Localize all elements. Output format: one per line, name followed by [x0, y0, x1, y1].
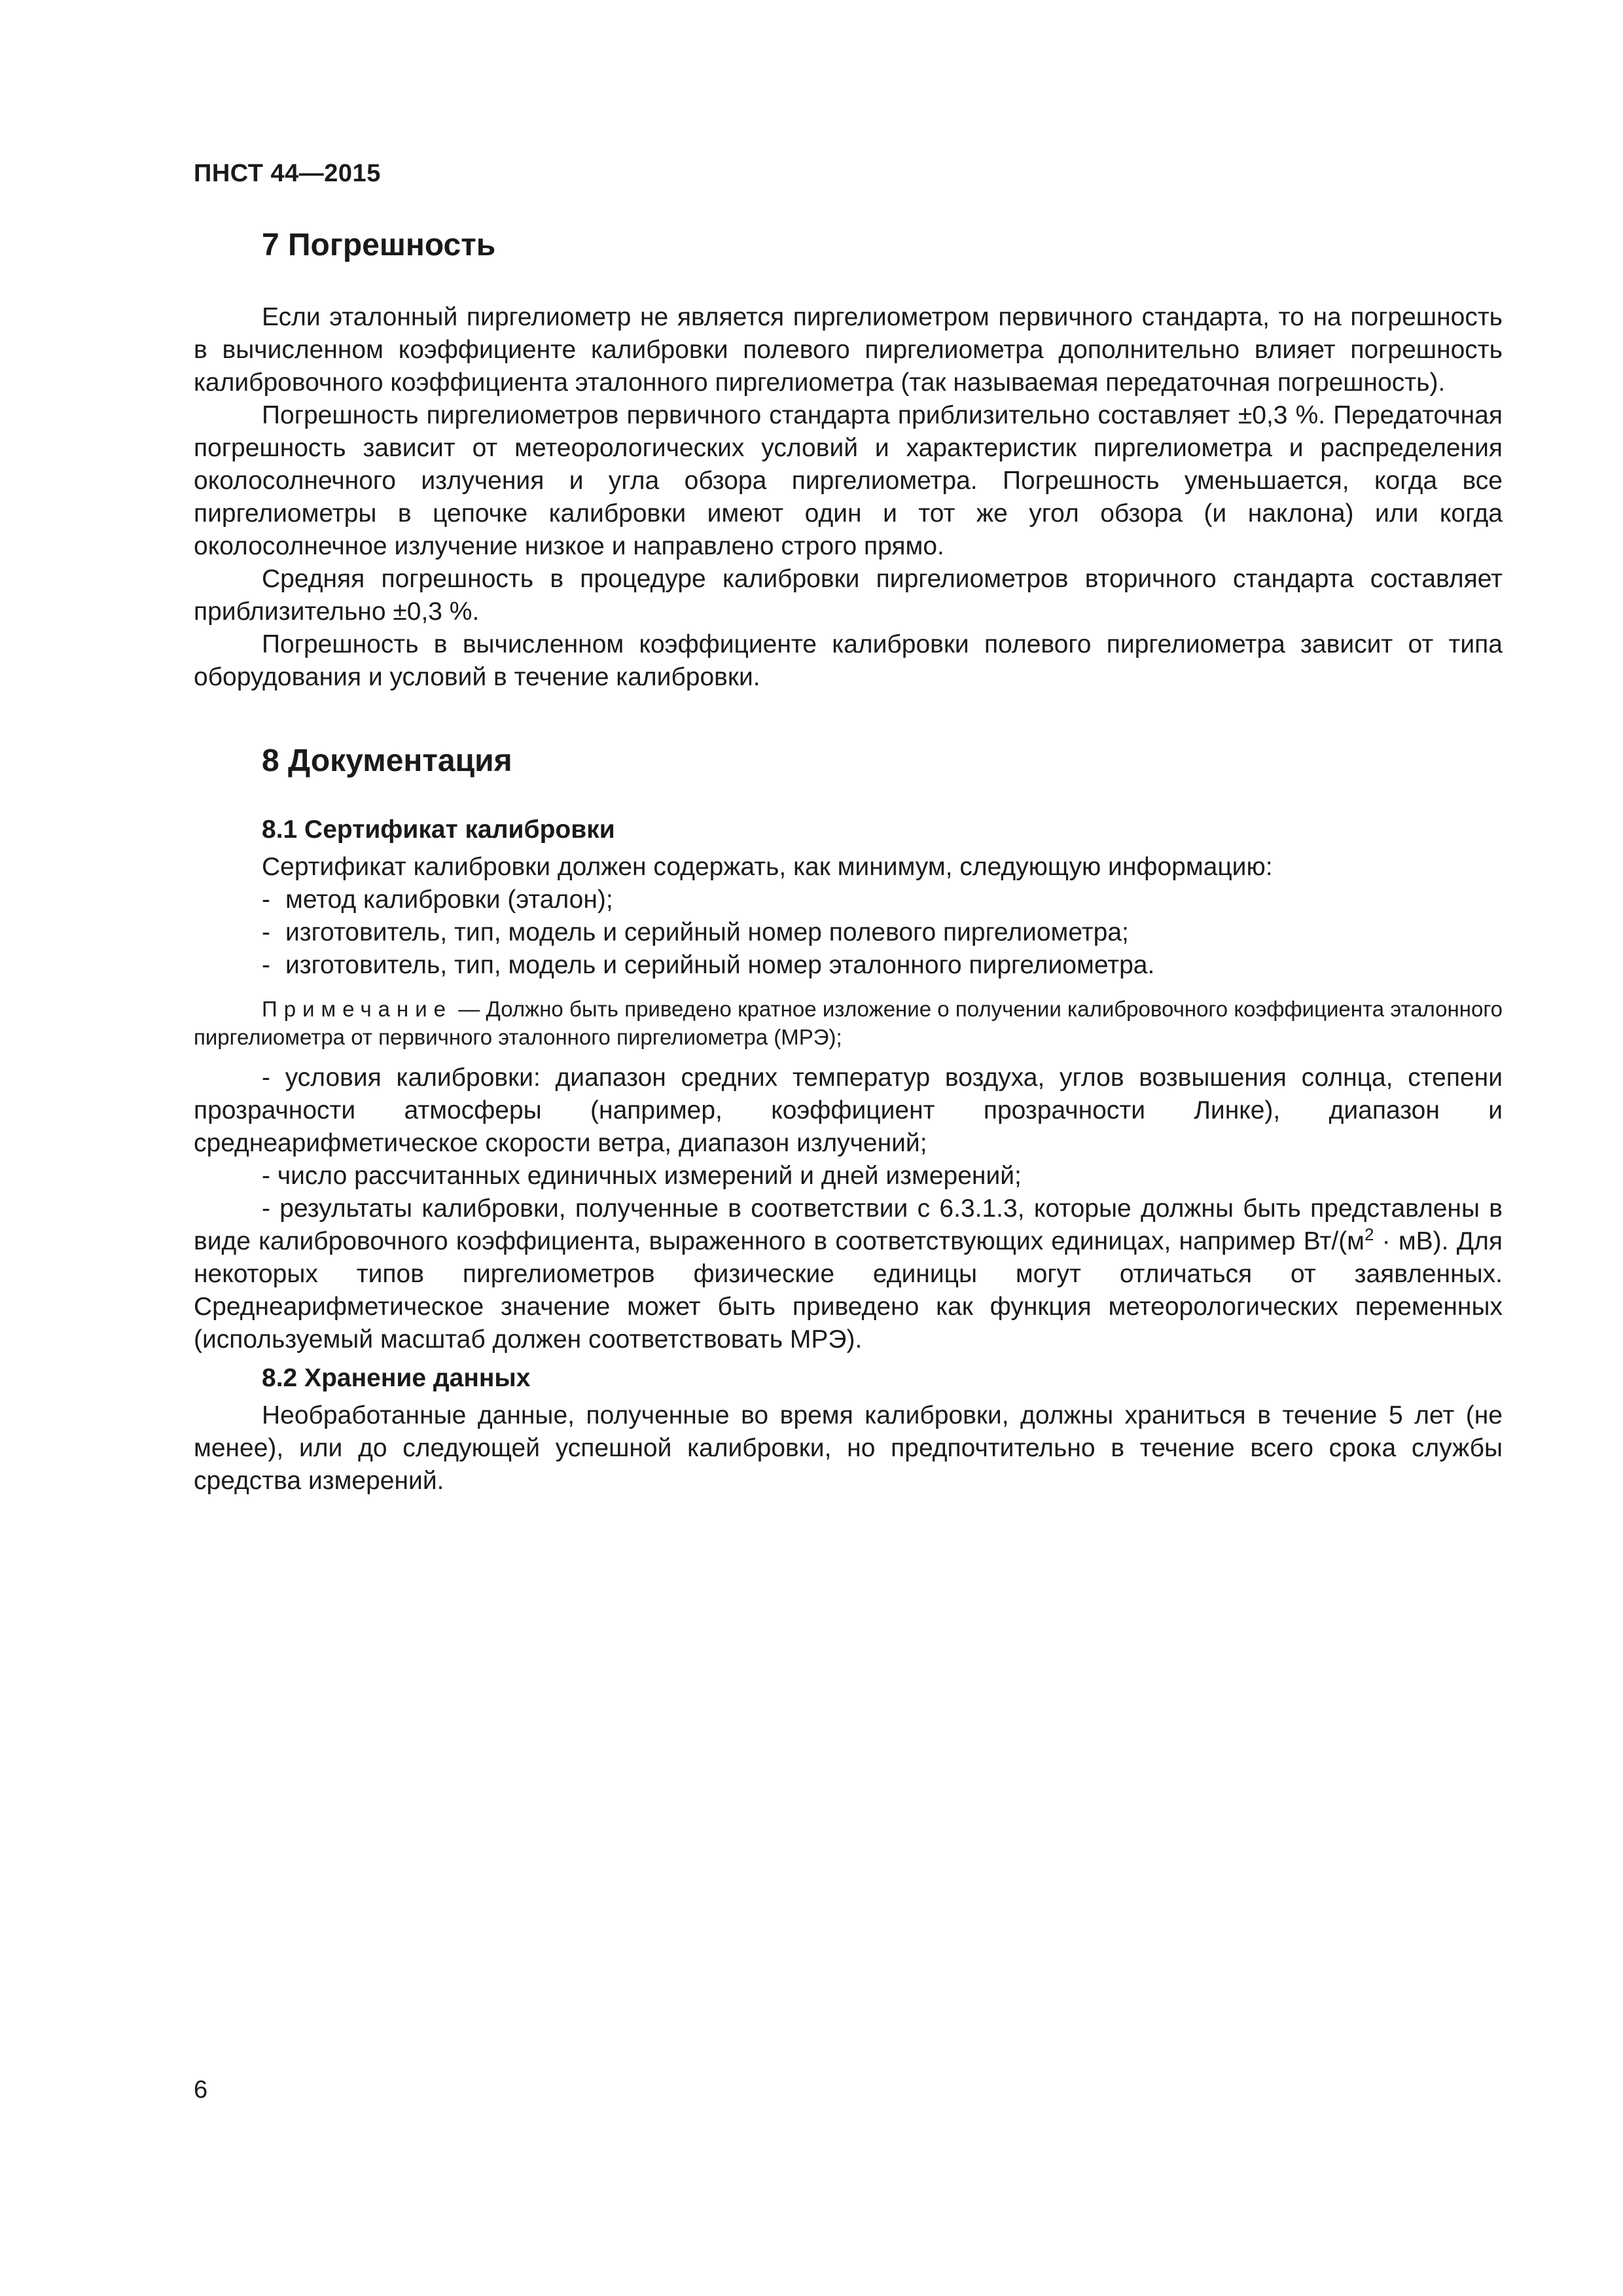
page-number: 6	[194, 2076, 208, 2104]
superscript: 2	[1364, 1225, 1374, 1244]
list-item: - изготовитель, тип, модель и серийный номер полевого пиргелиометра;	[262, 918, 1129, 946]
note	[194, 995, 1503, 1051]
list-item-text: изготовитель, тип, модель и серийный номер эталонного пиргелиометра.	[285, 951, 1155, 979]
section-7-body	[194, 301, 1503, 694]
document-code: ПНСТ 44—2015	[194, 160, 381, 187]
results-text: - результаты калибровки, полученные в соответствии с 6.3.1.3, которые должны быть представлены в виде калибровочного коэффициента, выраженного в соответствующих единицах, например Вт/(м	[194, 1194, 1503, 1255]
measurements-item: - число рассчитанных единичных измерений и дней измерений;	[262, 1162, 1022, 1190]
list-item: - изготовитель, тип, модель и серийный номер эталонного пиргелиометра.	[262, 951, 1155, 979]
section-8-1-title: 8.1 Сертификат калибровки	[262, 816, 615, 844]
list-item: - метод калибровки (эталон);	[262, 886, 613, 914]
section-7-paragraph: Погрешность пиргелиометров первичного стандарта приблизительно составляет ±0,3 %. Передаточная погрешность зависит от метеорологических условий и характеристик пиргелиометра и распределения околосолнечного излучения и угла обзора пиргелиометра. Погрешность уменьшается, когда все пиргелиометры в цепочке калибровки имеют один и тот же угол обзора (и наклона) или когда околосолнечное излучение низкое и направлено строго прямо.	[194, 401, 1503, 560]
results-item	[194, 1193, 1503, 1356]
section-8-title: 8 Документация	[262, 744, 512, 778]
conditions-item: - условия калибровки: диапазон средних температур воздуха, углов возвышения солнца, степени прозрачности атмосферы (например, коэффициент прозрачности Линке), диапазон и среднеарифметическое скорости ветра, диапазон излучений;	[194, 1064, 1503, 1157]
note-text: — Должно быть приведено кратное изложение о получении калибровочного коэффициента эталонного пиргелиометра от первичного эталонного пиргелиометра (МРЭ);	[194, 997, 1503, 1049]
section-7-paragraph: Если эталонный пиргелиометр не является пиргелиометром первичного стандарта, то на погрешность в вычисленном коэффициенте калибровки полевого пиргелиометра дополнительно влияет погрешность калибровочного коэффициента эталонного пиргелиометра (так называемая передаточная погрешность).	[194, 303, 1503, 397]
section-7-paragraph: Средняя погрешность в процедуре калибровки пиргелиометров вторичного стандарта составляет приблизительно ±0,3 %.	[194, 565, 1503, 626]
note-label: Примечание	[262, 997, 453, 1021]
list-item-text: изготовитель, тип, модель и серийный номер полевого пиргелиометра;	[285, 918, 1129, 946]
certificate-intro: Сертификат калибровки должен содержать, как минимум, следующую информацию:	[262, 853, 1273, 881]
list-item-text: метод калибровки (эталон);	[285, 886, 613, 914]
section-7-paragraph: Погрешность в вычисленном коэффициенте калибровки полевого пиргелиометра зависит от типа оборудования и условий в течение калибровки.	[194, 630, 1503, 691]
data-storage-paragraph: Необработанные данные, полученные во время калибровки, должны храниться в течение 5 лет (не менее), или до следующей успешной калибровки, но предпочтительно в течение всего срока службы средства измерений.	[194, 1401, 1503, 1495]
results-text-cont: · мВ). Для некоторых типов пиргелиометров физические единицы могут отличаться от заявленных. Среднеарифметическое значение может быть приведено как функция метеорологических переменных (используемый масштаб должен соответствовать МРЭ).	[194, 1227, 1503, 1354]
section-8-2-title: 8.2 Хранение данных	[262, 1364, 531, 1392]
section-7-title: 7 Погрешность	[262, 228, 496, 262]
page-content	[194, 223, 1503, 1498]
